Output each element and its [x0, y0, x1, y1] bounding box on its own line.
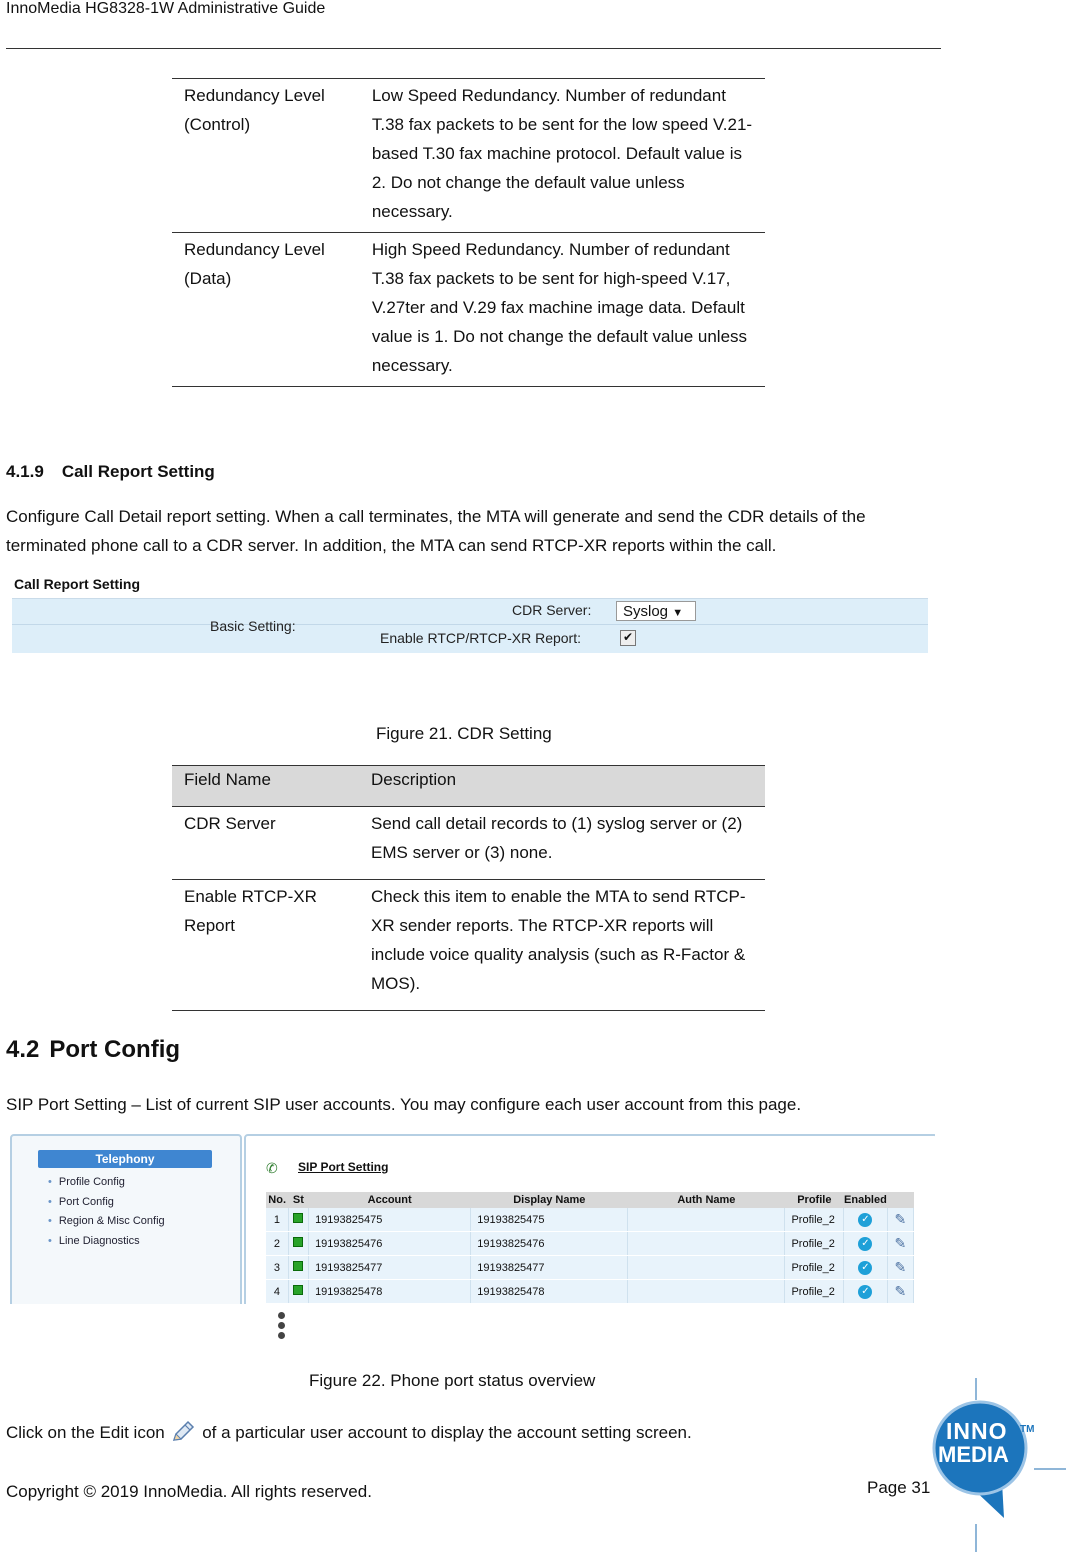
cdr-server-label: CDR Server:	[512, 602, 592, 618]
bullet-icon: •	[48, 1215, 52, 1227]
section-number: 4.1.9	[6, 462, 44, 481]
rtcp-report-checkbox[interactable]: ✔	[620, 630, 636, 646]
call-report-paragraph: Configure Call Detail report setting. When a call terminates, the MTA will generate and send the CDR details of the terminated phone call to a CDR server. In addition, the MTA can send RTCP-XR reports within the call.	[6, 507, 866, 555]
sip-port-screenshot	[8, 1132, 935, 1304]
status-icon	[293, 1285, 303, 1295]
column-header: Field Name	[172, 766, 359, 807]
table-header	[172, 766, 765, 807]
telephony-menu	[48, 1176, 165, 1254]
column-header-edit	[887, 1192, 913, 1208]
telephony-sidebar	[10, 1134, 242, 1304]
edit-instruction	[6, 1418, 692, 1447]
table-row	[266, 1256, 914, 1280]
rtcp-report-label: Enable RTCP/RTCP-XR Report:	[380, 630, 581, 646]
profile-cell: Profile_2	[785, 1280, 844, 1304]
status-icon	[293, 1213, 303, 1223]
screenshot-title: Call Report Setting	[14, 576, 141, 592]
table-row	[266, 1208, 914, 1232]
field-description: Send call detail records to (1) syslog server or (2) EMS server or (3) none.	[359, 807, 765, 880]
section-title: Port Config	[49, 1036, 181, 1063]
logo-text-media: MEDIA	[938, 1442, 1009, 1467]
sidebar-item-profile-config[interactable]	[48, 1176, 165, 1196]
parameter-table	[172, 78, 765, 387]
port-number: 2	[266, 1232, 288, 1256]
sidebar-item-line-diagnostics[interactable]	[48, 1235, 165, 1255]
column-header: Description	[359, 766, 765, 807]
edit-icon[interactable]: ✎	[894, 1283, 907, 1299]
chevron-down-icon: ▼	[672, 607, 684, 619]
table-row	[266, 1232, 914, 1256]
edit-cell	[887, 1280, 913, 1304]
status-cell	[288, 1208, 308, 1232]
sip-port-panel	[244, 1134, 935, 1304]
edit-icon[interactable]: ✎	[894, 1259, 907, 1275]
table-header	[266, 1192, 914, 1208]
sip-port-table	[266, 1192, 914, 1304]
check-icon: ✓	[858, 1285, 872, 1299]
menu-label: Port Config	[58, 1195, 114, 1208]
column-header: No.	[266, 1192, 288, 1208]
column-header: Enabled	[844, 1194, 887, 1206]
status-cell	[288, 1280, 308, 1304]
column-header: Display Name	[471, 1192, 628, 1208]
field-name: Redundancy Level (Data)	[172, 233, 360, 387]
field-name: Enable RTCP-XR Report	[172, 880, 359, 1011]
cdr-server-value: Syslog	[623, 603, 669, 620]
display-name-cell: 19193825476	[471, 1232, 628, 1256]
port-config-paragraph: SIP Port Setting – List of current SIP user accounts. You may configure each user account from this page.	[6, 1095, 802, 1114]
innomedia-logo	[930, 1396, 1040, 1520]
display-name-cell: 19193825475	[471, 1208, 628, 1232]
profile-cell: Profile_2	[785, 1256, 844, 1280]
account-cell: 19193825476	[309, 1232, 471, 1256]
edit-icon[interactable]: ✎	[894, 1235, 907, 1251]
table-row	[172, 880, 765, 1011]
status-cell	[288, 1256, 308, 1280]
copyright: Copyright © 2019 InnoMedia. All rights reserved.	[6, 1482, 372, 1501]
field-description: Low Speed Redundancy. Number of redundant T.38 fax packets to be sent for the low speed V.21-based T.30 fax machine protocol. Default value is 2. Do not change the default value unless necessary.	[360, 79, 765, 233]
display-name-cell: 19193825478	[471, 1280, 628, 1304]
logo-trademark: TM	[1020, 1424, 1035, 1435]
auth-name-cell	[628, 1256, 785, 1280]
edit-cell	[887, 1208, 913, 1232]
bullet-icon: •	[48, 1176, 52, 1188]
account-cell: 19193825475	[309, 1208, 471, 1232]
field-description: Check this item to enable the MTA to send RTCP-XR sender reports. The RTCP-XR reports will include voice quality analysis (such as R-Factor & MOS).	[359, 880, 765, 1011]
menu-label: Line Diagnostics	[58, 1234, 140, 1247]
cdr-field-table	[172, 765, 765, 1011]
check-icon: ✓	[858, 1261, 872, 1275]
sidebar-item-port-config[interactable]	[48, 1196, 165, 1216]
field-description: High Speed Redundancy. Number of redundant T.38 fax packets to be sent for high-speed V.17, V.27ter and V.29 fax machine image data. Default value is 1. Do not change the default value unless necessary.	[360, 233, 765, 387]
account-cell: 19193825477	[309, 1256, 471, 1280]
enabled-cell	[844, 1256, 887, 1280]
section-title: Call Report Setting	[61, 462, 215, 481]
edit-icon[interactable]: ✎	[894, 1211, 907, 1227]
table-row	[172, 79, 765, 233]
enabled-cell	[844, 1232, 887, 1256]
port-number: 1	[266, 1208, 288, 1232]
vertical-ellipsis-icon	[278, 1312, 288, 1342]
basic-setting-label: Basic Setting:	[210, 618, 296, 634]
settings-panel	[12, 598, 928, 653]
sidebar-item-region-misc-config[interactable]	[48, 1215, 165, 1235]
profile-cell: Profile_2	[785, 1232, 844, 1256]
auth-name-cell	[628, 1280, 785, 1304]
enabled-cell	[844, 1280, 887, 1304]
logo-decor-line	[975, 1524, 977, 1552]
page-title: SIP Port Setting	[298, 1160, 389, 1174]
profile-cell: Profile_2	[785, 1208, 844, 1232]
enabled-cell	[844, 1208, 887, 1232]
header-rule	[6, 48, 941, 49]
display-name-cell: 19193825477	[471, 1256, 628, 1280]
column-header: Account	[309, 1192, 471, 1208]
document-header: InnoMedia HG8328-1W Administrative Guide	[6, 0, 326, 17]
phone-icon: ✆	[266, 1160, 278, 1176]
cdr-setting-screenshot	[12, 574, 928, 654]
status-icon	[293, 1237, 303, 1247]
figure-21-caption: Figure 21. CDR Setting	[376, 724, 552, 743]
column-header: Auth Name	[628, 1192, 785, 1208]
section-heading-port-config	[6, 1036, 180, 1064]
edit-text-after: of a particular user account to display the account setting screen.	[202, 1423, 692, 1442]
figure-22-caption: Figure 22. Phone port status overview	[309, 1371, 596, 1390]
bullet-icon: •	[48, 1234, 52, 1247]
menu-label: Region & Misc Config	[58, 1215, 165, 1227]
field-name: CDR Server	[172, 807, 359, 880]
table-row	[172, 807, 765, 880]
port-number: 4	[266, 1280, 288, 1304]
settings-row	[12, 599, 928, 625]
check-icon: ✓	[858, 1237, 872, 1251]
edit-cell	[887, 1232, 913, 1256]
account-cell: 19193825478	[309, 1280, 471, 1304]
edit-text-before: Click on the Edit icon	[6, 1423, 165, 1442]
column-header: St	[288, 1192, 308, 1208]
cdr-server-select[interactable]	[616, 601, 696, 621]
bullet-icon: •	[48, 1195, 52, 1208]
section-heading-call-report	[6, 462, 215, 482]
field-name: Redundancy Level (Control)	[172, 79, 360, 233]
page-number: Page 31	[867, 1478, 931, 1497]
pencil-icon	[169, 1418, 197, 1446]
auth-name-cell	[628, 1208, 785, 1232]
logo-text-inno: INNO	[946, 1418, 1008, 1444]
table-row	[172, 233, 765, 387]
edit-cell	[887, 1256, 913, 1280]
check-icon: ✓	[858, 1213, 872, 1227]
table-row	[266, 1280, 914, 1304]
status-cell	[288, 1232, 308, 1256]
status-icon	[293, 1261, 303, 1271]
telephony-category[interactable]: Telephony	[38, 1150, 212, 1168]
section-number: 4.2	[6, 1036, 40, 1063]
menu-label: Profile Config	[58, 1176, 125, 1188]
auth-name-cell	[628, 1232, 785, 1256]
column-header: Profile	[785, 1192, 844, 1208]
port-number: 3	[266, 1256, 288, 1280]
